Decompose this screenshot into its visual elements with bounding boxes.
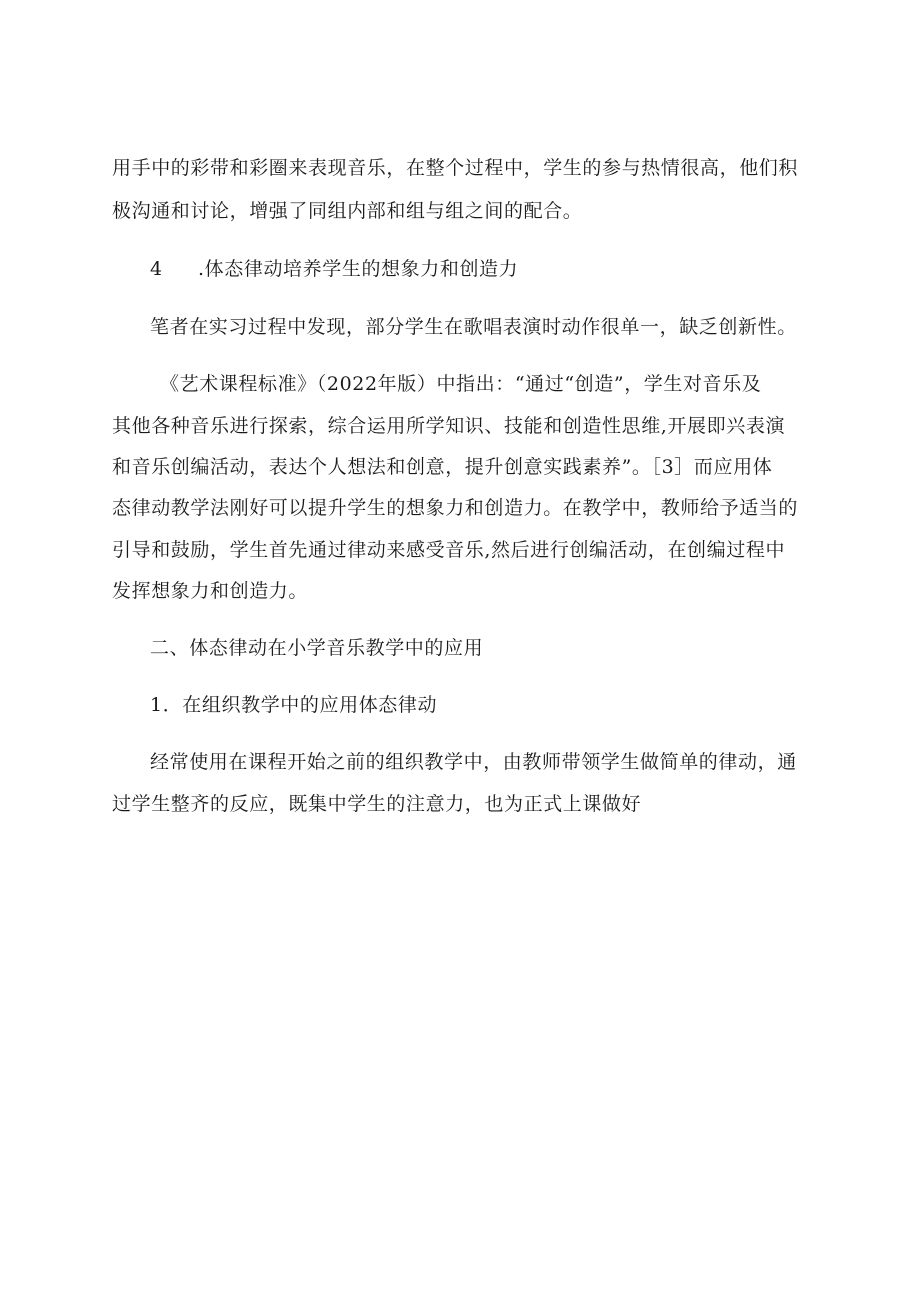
paragraph-line: 发挥想象力和创造力。: [112, 580, 309, 602]
paragraph-line: 经常使用在课程开始之前的组织教学中，由教师带领学生做简单的律动，通: [150, 751, 797, 773]
paragraph-line: 极沟通和讨论，增强了同组内部和组与组之间的配合。: [112, 200, 583, 222]
paragraph-line: 态律动教学法刚好可以提升学生的想象力和创造力。在教学中，教师给予适当的: [112, 497, 799, 519]
paragraph-line: 引导和鼓励，学生首先通过律动来感受音乐,然后进行创编活动，在创编过程中: [112, 539, 786, 561]
section-heading-4: [150, 256, 518, 282]
paragraph-line: 《艺术课程标准》（2022年版）中指出：“通过“创造”，学生对音乐及: [160, 373, 762, 395]
paragraph-line: 和音乐创编活动，表达个人想法和创意，提升创意实践素养”。［3］而应用体: [112, 456, 773, 478]
subsection-heading-1: 1．在组织教学中的应用体态律动: [150, 694, 438, 716]
paragraph-line: 过学生整齐的反应，既集中学生的注意力，也为正式上课做好: [112, 793, 642, 815]
paragraph-line: 其他各种音乐进行探索，综合运用所学知识、技能和创造性思维,开展即兴表演: [112, 415, 786, 437]
heading-text: .体态律动培养学生的想象力和创造力: [198, 258, 519, 280]
paragraph-line: 用手中的彩带和彩圈来表现音乐，在整个过程中，学生的参与热情很高，他们积: [112, 157, 799, 179]
heading-number: 4: [150, 258, 163, 280]
paragraph-line: 笔者在实习过程中发现，部分学生在歌唱表演时动作很单一，缺乏创新性。: [150, 316, 797, 338]
section-heading-2: 二、体态律动在小学音乐教学中的应用: [150, 637, 484, 659]
